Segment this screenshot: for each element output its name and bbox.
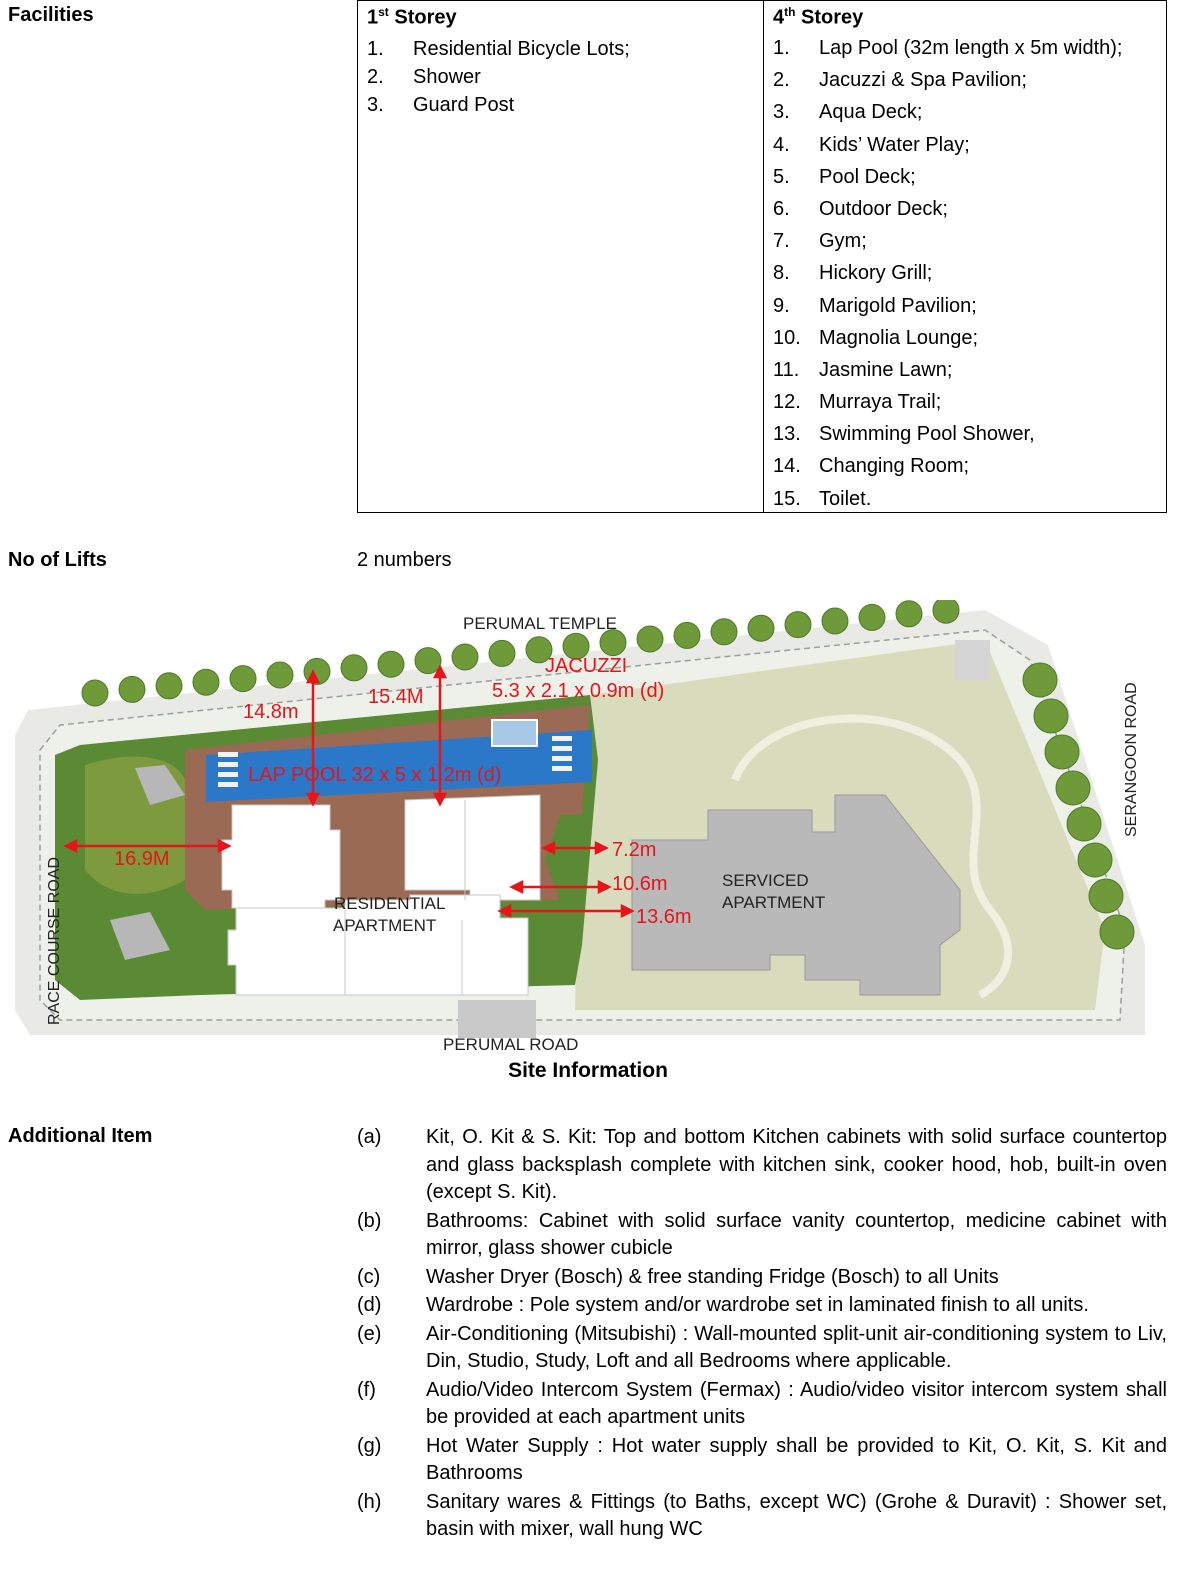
dim-7-2: 7.2m [612, 839, 657, 861]
facility-item-text: Outdoor Deck; [819, 197, 948, 220]
serviced-label-1: SERVICED [722, 871, 809, 890]
lifts-label: No of Lifts [8, 549, 107, 571]
facility-item-number: 3. [367, 94, 384, 116]
tree [711, 619, 737, 645]
facility-item-number: 10. [773, 326, 801, 349]
facility-item-number: 2. [367, 66, 384, 88]
facility-item-number: 4. [773, 133, 790, 156]
facility-item-text: Lap Pool (32m length x 5m width); [819, 37, 1123, 59]
facility-item [773, 325, 1163, 357]
facility-item [367, 91, 757, 119]
tree [1045, 735, 1079, 769]
additional-item-text: Wardrobe : Pole system and/or wardrobe set in laminated finish to all units. [426, 1294, 1089, 1316]
additional-item [357, 1208, 1167, 1263]
dim-16-9: 16.9M [114, 848, 170, 870]
facility-item [367, 63, 757, 91]
fourth-storey-heading: 4th Storey [773, 5, 864, 29]
additional-item-tag: (h) [357, 1490, 382, 1513]
fourth-storey-list [773, 35, 1163, 518]
serviced-label-2: APARTMENT [722, 893, 826, 912]
facility-item [367, 35, 757, 63]
additional-item-tag: (d) [357, 1294, 382, 1316]
tree [896, 601, 922, 627]
additional-item-list [357, 1124, 1167, 1545]
facility-item-number: 7. [773, 230, 790, 253]
additional-item-text: Audio/Video Intercom System (Fermax) : Audio/video visitor intercom system shall be provided at each apartment units [426, 1378, 1167, 1428]
facility-item [773, 486, 1163, 518]
facilities-table [357, 0, 1167, 513]
additional-item-text: Bathrooms: Cabinet with solid surface vanity countertop, medicine cabinet with mirror, glass shower cubicle [426, 1209, 1167, 1259]
jacuzzi [492, 720, 537, 746]
tree [859, 604, 885, 630]
facility-item-number: 15. [773, 487, 801, 510]
facility-item-number: 1. [773, 37, 790, 59]
facility-item-text: Changing Room; [819, 455, 970, 478]
first-storey-list [367, 35, 757, 119]
tree [785, 612, 811, 638]
facility-item-number: 3. [773, 101, 790, 124]
facility-item-text: Guard Post [413, 94, 515, 116]
dim-10-6: 10.6m [612, 873, 668, 895]
lap-pool-label: LAP POOL 32 x 5 x 1.2m (d) [248, 764, 502, 786]
facility-item-text: Magnolia Lounge; [819, 326, 979, 349]
site-plan-image [0, 600, 1200, 1060]
facility-item-text: Kids’ Water Play; [819, 133, 970, 156]
facility-item-text: Hickory Grill; [819, 262, 933, 285]
facility-item-number: 6. [773, 197, 790, 220]
facility-item-text: Toilet. [819, 487, 872, 510]
facility-item-text: Jacuzzi & Spa Pavilion; [819, 69, 1027, 92]
tree [489, 640, 515, 666]
north-east-gate [955, 640, 990, 680]
dim-15-4: 15.4M [368, 686, 424, 708]
additional-item-tag: (e) [357, 1322, 382, 1345]
tree [1078, 843, 1112, 877]
tree [1089, 879, 1123, 913]
tree [600, 630, 626, 656]
facility-item-text: Murraya Trail; [819, 391, 942, 414]
tree [748, 615, 774, 641]
facility-item [773, 421, 1163, 453]
facility-item [773, 196, 1163, 228]
first-storey-heading: 1st Storey [367, 5, 457, 29]
additional-item [357, 1264, 1167, 1292]
road-label-east: SERANGOON ROAD [1123, 682, 1140, 837]
jacuzzi-dims: 5.3 x 2.1 x 0.9m (d) [492, 680, 665, 702]
additional-item-tag: (g) [357, 1434, 382, 1457]
facility-item [773, 99, 1163, 131]
facility-item-number: 12. [773, 391, 801, 414]
tree [1056, 771, 1090, 805]
tree [452, 644, 478, 670]
facility-item-number: 11. [773, 358, 800, 381]
additional-item-tag: (b) [357, 1209, 382, 1232]
tree [1034, 699, 1068, 733]
tree [378, 651, 404, 677]
facility-item-number: 1. [367, 38, 384, 60]
tree [156, 673, 182, 699]
facility-item [773, 35, 1163, 67]
site-plan-caption: Site Information [508, 1059, 668, 1082]
additional-item-label: Additional Item [8, 1125, 153, 1147]
south-gate [458, 1000, 536, 1038]
additional-item-text: Washer Dryer (Bosch) & free standing Fridge (Bosch) to all Units [426, 1265, 999, 1288]
tree [119, 676, 145, 702]
facility-item-number: 2. [773, 69, 790, 92]
tree [637, 626, 663, 652]
tree [230, 666, 256, 692]
jacuzzi-title: JACUZZI [545, 655, 628, 677]
additional-item [357, 1124, 1167, 1207]
additional-item-text: Air-Conditioning (Mitsubishi) : Wall-mounted split-unit air-conditioning system to Liv, Din, Studio, Study, Loft and all Bedrooms where applicable. [426, 1322, 1167, 1372]
facility-item [773, 67, 1163, 99]
residential-label-1: RESIDENTIAL [334, 894, 446, 913]
facility-item-text: Swimming Pool Shower, [819, 423, 1035, 446]
facility-item [773, 389, 1163, 421]
fourth-storey-column [764, 1, 1166, 512]
tree [193, 669, 219, 695]
dim-13-6: 13.6m [636, 906, 692, 928]
additional-item-tag: (f) [357, 1378, 376, 1401]
additional-item-text: Sanitary wares & Fittings (to Baths, except WC) (Grohe & Duravit) : Shower set, basin with mixer, wall hung WC [426, 1490, 1167, 1540]
tree [415, 648, 441, 674]
dim-14-8: 14.8m [243, 701, 299, 723]
facility-item [773, 293, 1163, 325]
facility-item-number: 14. [773, 455, 801, 478]
additional-item [357, 1377, 1167, 1432]
facility-item [773, 453, 1163, 485]
tree [822, 608, 848, 634]
road-label-west: RACE COURSE ROAD [46, 856, 63, 1025]
facility-item [773, 132, 1163, 164]
additional-item-text: Kit, O. Kit & S. Kit: Top and bottom Kitchen cabinets with solid surface countertop and glass backsplash complete with kitchen sink, cooker hood, hob, built-in oven (except S. Kit). [426, 1126, 1167, 1203]
facility-item-text: Marigold Pavilion; [819, 294, 977, 317]
road-label-north: PERUMAL TEMPLE [463, 614, 617, 633]
facility-item-number: 9. [773, 294, 790, 317]
additional-item-tag: (a) [357, 1126, 382, 1148]
facility-item [773, 228, 1163, 260]
facility-item-number: 8. [773, 262, 790, 285]
tree [82, 680, 108, 706]
facility-item [773, 260, 1163, 292]
tree [341, 655, 367, 681]
facility-item-text: Jasmine Lawn; [819, 358, 953, 381]
additional-item [357, 1321, 1167, 1376]
additional-item [357, 1433, 1167, 1488]
tree [1023, 663, 1057, 697]
tree [1067, 807, 1101, 841]
facilities-label: Facilities [8, 4, 94, 26]
additional-item-text: Hot Water Supply : Hot water supply shall be provided to Kit, O. Kit, S. Kit and Bathrooms [426, 1434, 1167, 1484]
road-label-south: PERUMAL ROAD [443, 1035, 579, 1054]
facility-item-text: Pool Deck; [819, 165, 916, 188]
facility-item-text: Residential Bicycle Lots; [413, 38, 630, 60]
first-storey-column [358, 1, 764, 512]
facility-item [773, 164, 1163, 196]
tree [267, 662, 293, 688]
additional-item [357, 1292, 1167, 1320]
residential-label-2: APARTMENT [333, 916, 437, 935]
additional-item-tag: (c) [357, 1265, 381, 1288]
facility-item-number: 5. [773, 165, 790, 188]
tree [933, 600, 959, 623]
tree [1100, 915, 1134, 949]
lifts-value: 2 numbers [357, 549, 452, 571]
additional-item [357, 1489, 1167, 1544]
facility-item-text: Aqua Deck; [819, 101, 923, 124]
facility-item-number: 13. [773, 423, 801, 446]
facility-item [773, 357, 1163, 389]
tree [674, 622, 700, 648]
facility-item-text: Shower [413, 66, 481, 88]
facility-item-text: Gym; [819, 230, 867, 253]
